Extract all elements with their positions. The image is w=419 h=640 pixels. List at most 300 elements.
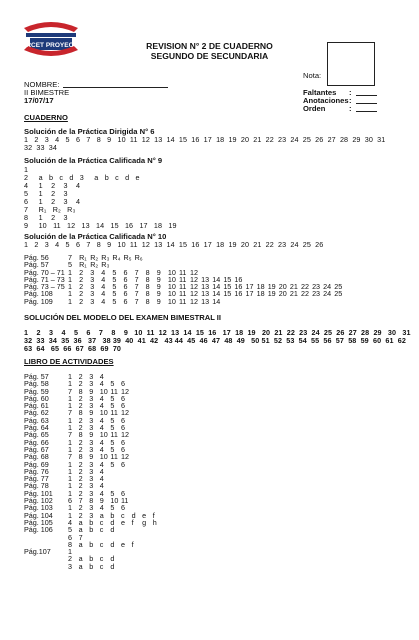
- row-item: 6: [123, 267, 128, 277]
- row-item: 17: [245, 282, 254, 292]
- page-subtitle: SEGUNDO DE SECUNDARIA: [150, 51, 269, 61]
- row-item: 6: [120, 488, 125, 498]
- row-item: 12: [190, 282, 199, 292]
- row-item: 6: [123, 296, 128, 306]
- row-item: 21: [289, 289, 298, 299]
- row-item: 4: [101, 282, 106, 292]
- orden-colon: :: [349, 104, 352, 113]
- row-item: a: [99, 510, 104, 520]
- row-item: 23: [312, 289, 321, 299]
- nota-label: Nota:: [303, 71, 322, 80]
- row-label: Pág. 103: [24, 503, 53, 513]
- row-item: R₄: [112, 253, 121, 262]
- row-item: 4: [101, 289, 106, 299]
- row-item: 9: [89, 386, 94, 396]
- row-item: 6: [123, 274, 128, 284]
- row-item: 4: [99, 401, 104, 411]
- row-item: R₁: [79, 253, 87, 262]
- p9-line: 2 a b c d 3 a b c d e: [24, 173, 140, 182]
- row-item: 12: [190, 267, 199, 277]
- row-label: Pág. 70 – 71: [24, 267, 65, 277]
- row-item: 6: [120, 423, 125, 433]
- row-item: d: [110, 554, 115, 564]
- row-item: 7: [68, 253, 72, 262]
- row-label: Pág. 63: [24, 415, 49, 425]
- faltantes-colon: :: [349, 88, 352, 97]
- row-item: 3: [89, 481, 94, 491]
- modelo-title: SOLUCIÓN DEL MODELO DEL EXAMEN BIMESTRAL II: [24, 313, 222, 322]
- row-item: 1: [68, 459, 72, 469]
- row-item: 1: [68, 423, 72, 433]
- row-item: 2: [78, 423, 83, 433]
- row-item: 2: [78, 510, 83, 520]
- row-item: 7: [134, 274, 139, 284]
- row-item: 5: [112, 267, 117, 277]
- row-item: 2: [78, 481, 83, 491]
- row-item: 14: [212, 296, 221, 306]
- row-item: 9: [156, 282, 161, 292]
- row-label: Pág. 106: [24, 525, 53, 535]
- row-item: 8: [145, 289, 150, 299]
- row-item: 24: [323, 289, 332, 299]
- row-item: 16: [234, 282, 243, 292]
- row-item: e: [142, 510, 147, 520]
- row-item: b: [89, 539, 94, 549]
- row-item: 6: [120, 503, 125, 513]
- row-item: 11: [178, 282, 187, 292]
- libro-heading: LIBRO DE ACTIVIDADES: [24, 357, 114, 366]
- row-item: 6: [120, 379, 125, 389]
- row-item: 2: [78, 437, 83, 447]
- row-label: Pág. 65: [24, 430, 49, 440]
- row-item: 1: [68, 393, 72, 403]
- row-item: 21: [289, 282, 298, 292]
- row-item: 2: [68, 554, 72, 564]
- row-item: 1: [68, 379, 72, 389]
- row-item: d: [110, 525, 115, 535]
- row-item: 6: [120, 459, 125, 469]
- row-item: 3: [90, 274, 95, 284]
- row-item: 2: [78, 459, 83, 469]
- row-item: 2: [79, 289, 84, 299]
- row-item: 5: [110, 393, 115, 403]
- row-item: 20: [278, 289, 287, 299]
- anotaciones-label: Anotaciones: [303, 96, 349, 105]
- bimestre-label: II BIMESTRE: [24, 88, 70, 97]
- row-item: 1: [68, 289, 72, 299]
- row-item: 7: [68, 452, 72, 462]
- row-item: 4: [99, 444, 104, 454]
- row-item: 6: [120, 401, 125, 411]
- row-item: a: [78, 554, 83, 564]
- row-item: 22: [300, 289, 309, 299]
- row-item: c: [99, 517, 104, 527]
- row-item: 8: [89, 496, 94, 506]
- row-item: b: [89, 561, 94, 571]
- row-item: 18: [256, 289, 265, 299]
- row-item: 3: [89, 423, 94, 433]
- row-item: 5: [110, 423, 115, 433]
- row-item: d: [110, 517, 115, 527]
- row-item: 6: [120, 444, 125, 454]
- row-item: 10: [110, 496, 119, 506]
- row-item: 9: [89, 430, 94, 440]
- row-label: Pág.107: [24, 547, 51, 557]
- table-row: [24, 254, 345, 261]
- row-item: 1: [68, 547, 72, 557]
- p9-title: Solución de la Práctica Calificada N° 9: [24, 156, 163, 165]
- row-item: 10: [99, 408, 108, 418]
- row-item: 7: [78, 496, 83, 506]
- faltantes-label: Faltantes: [303, 88, 337, 97]
- row-item: 5: [112, 274, 117, 284]
- row-item: a: [78, 525, 83, 535]
- row-item: 5: [112, 296, 117, 306]
- row-item: 2: [78, 372, 83, 381]
- row-label: Pág. 102: [24, 496, 53, 506]
- row-item: 6: [120, 393, 125, 403]
- row-item: 12: [190, 289, 199, 299]
- row-item: R₅: [123, 253, 132, 262]
- row-item: 6: [68, 496, 72, 506]
- row-label: Pág. 73 – 75: [24, 282, 65, 292]
- row-item: 2: [78, 379, 83, 389]
- row-label: Pág. 57: [24, 372, 49, 381]
- row-item: 6: [123, 289, 128, 299]
- row-item: c: [120, 510, 125, 520]
- row-item: 14: [212, 282, 221, 292]
- modelo-line-1: 1 2 3 4 5 6 7 8 9 10 11 12 13 14 15 16 17 18 19 20 21 22 23 24 25 26 27 28 29 30 31: [24, 328, 411, 337]
- row-item: 4: [99, 474, 104, 484]
- row-item: 1: [68, 510, 72, 520]
- anotaciones-field[interactable]: [356, 103, 377, 104]
- row-item: 1: [68, 282, 72, 292]
- row-item: 10: [167, 296, 176, 306]
- row-item: 11: [110, 430, 118, 440]
- row-item: 2: [79, 282, 84, 292]
- row-item: 9: [156, 274, 161, 284]
- row-item: 3: [89, 393, 94, 403]
- row-label: Pág. 77: [24, 474, 49, 484]
- row-item: 10: [99, 430, 108, 440]
- row-item: 4: [101, 296, 106, 306]
- row-item: R₃: [101, 260, 110, 270]
- row-item: 3: [89, 510, 94, 520]
- row-item: 19: [267, 289, 276, 299]
- row-item: 16: [234, 289, 243, 299]
- nota-box: [327, 42, 375, 86]
- row-item: 5: [110, 437, 115, 447]
- date-label: 17/07/17: [24, 96, 54, 105]
- row-item: 13: [201, 282, 210, 292]
- p9-line: 1: [24, 165, 29, 174]
- row-item: 5: [68, 525, 72, 535]
- row-item: f: [131, 539, 134, 549]
- row-item: 2: [79, 296, 84, 306]
- row-label: Pág. 101: [24, 488, 53, 498]
- row-item: d: [110, 561, 115, 571]
- row-label: Pág. 105: [24, 517, 53, 527]
- row-item: 9: [89, 452, 94, 462]
- row-item: 11: [178, 289, 187, 299]
- row-item: 3: [90, 282, 95, 292]
- nombre-label: NOMBRE:: [24, 80, 60, 89]
- row-label: Pág. 67: [24, 444, 49, 454]
- row-item: e: [120, 539, 125, 549]
- row-item: 3: [89, 444, 94, 454]
- row-item: 17: [245, 289, 254, 299]
- faltantes-field[interactable]: [356, 95, 377, 96]
- row-item: 1: [68, 488, 72, 498]
- row-item: 7: [78, 532, 83, 542]
- row-label: Pág. 71 – 73: [24, 274, 65, 284]
- row-label: Pág. 108: [24, 289, 53, 299]
- row-item: 4: [99, 503, 104, 513]
- pag-table: [24, 254, 345, 305]
- row-item: 6: [68, 532, 72, 542]
- row-label: Pág. 69: [24, 459, 49, 469]
- row-label: Pág. 64: [24, 423, 49, 433]
- row-item: a: [78, 561, 83, 571]
- row-item: 15: [223, 289, 232, 299]
- row-item: 3: [89, 372, 94, 381]
- row-label: Pág. 66: [24, 437, 49, 447]
- row-item: 10: [167, 289, 176, 299]
- row-item: 7: [68, 386, 72, 396]
- row-item: 4: [99, 393, 104, 403]
- row-item: 3: [90, 296, 95, 306]
- row-item: 7: [134, 296, 139, 306]
- row-label: Pág. 59: [24, 386, 49, 396]
- row-item: 4: [101, 267, 106, 277]
- row-item: 3: [68, 561, 72, 571]
- row-label: Pág. 78: [24, 481, 49, 491]
- row-item: 19: [267, 282, 276, 292]
- row-item: 1: [68, 267, 72, 277]
- row-item: 3: [89, 474, 94, 484]
- row-item: 2: [78, 444, 83, 454]
- row-item: 3: [90, 289, 95, 299]
- row-item: 5: [110, 379, 115, 389]
- row-item: 13: [201, 289, 210, 299]
- row-item: 3: [89, 415, 94, 425]
- row-item: 10: [99, 386, 108, 396]
- row-item: 1: [68, 401, 72, 411]
- p6-title: Solución de la Práctica Dirigida N° 6: [24, 127, 155, 136]
- row-label: Pág. 104: [24, 510, 53, 520]
- row-item: b: [89, 554, 94, 564]
- row-item: 1: [68, 437, 72, 447]
- row-item: 4: [99, 481, 104, 491]
- row-item: 1: [68, 481, 72, 491]
- anotaciones-colon: :: [349, 96, 352, 105]
- table-row: [24, 534, 163, 541]
- row-item: 18: [256, 282, 265, 292]
- modelo-line-2: 32 33 34 35 36 37 38 39 40 41 42 43 44 45 46 47 48 49 50 51 52 53 54 55 56 57 58 59 60 61 62: [24, 336, 406, 345]
- row-item: f: [152, 510, 155, 520]
- row-item: R₃: [101, 253, 110, 262]
- p9-line: 8 1 2 3: [24, 213, 68, 222]
- row-item: 11: [110, 386, 118, 396]
- row-item: a: [78, 539, 83, 549]
- row-label: Pág. 62: [24, 408, 49, 418]
- row-item: 9: [89, 408, 94, 418]
- row-item: a: [78, 517, 83, 527]
- p10-line-1: 1 2 3 4 5 6 7 8 9 10 11 12 13 14 15 16 17 18 19 20 21 22 23 24 25 26: [24, 240, 324, 249]
- p9-line: 7 R₁ R₂ R₃: [24, 205, 76, 214]
- row-item: 12: [190, 274, 199, 284]
- row-item: 16: [234, 274, 243, 284]
- row-item: 25: [334, 282, 343, 292]
- row-item: 1: [68, 274, 72, 284]
- p6-line-1: 1 2 3 4 5 6 7 8 9 10 11 12 13 14 15 16 17 18 19 20 21 22 23 24 25 26 27 28 29 30 31: [24, 135, 386, 144]
- row-item: 22: [300, 282, 309, 292]
- row-item: c: [99, 561, 104, 571]
- row-item: 9: [99, 496, 104, 506]
- row-item: 5: [110, 459, 115, 469]
- row-label: Pág. 57: [24, 260, 49, 270]
- row-item: 13: [201, 296, 210, 306]
- row-item: 2: [78, 474, 83, 484]
- p9-line: 6 1 2 3 4: [24, 197, 81, 206]
- row-item: 4: [99, 466, 104, 476]
- row-item: 24: [323, 282, 332, 292]
- p9-line: 4 1 2 3 4: [24, 181, 81, 190]
- row-item: g: [142, 517, 147, 527]
- row-item: 10: [167, 267, 176, 277]
- row-item: 8: [145, 274, 150, 284]
- row-item: R₂: [90, 253, 99, 262]
- table-row: [24, 555, 163, 562]
- row-item: 5: [110, 503, 115, 513]
- row-item: 4: [99, 437, 104, 447]
- row-item: 11: [110, 452, 118, 462]
- nombre-field[interactable]: [63, 87, 168, 88]
- row-label: Pág. 60: [24, 393, 49, 403]
- row-item: 3: [89, 488, 94, 498]
- row-item: 14: [212, 274, 221, 284]
- row-item: e: [120, 517, 125, 527]
- row-item: 7: [134, 282, 139, 292]
- row-item: 1: [68, 415, 72, 425]
- row-item: 2: [78, 415, 83, 425]
- table-row: [24, 298, 345, 305]
- row-item: f: [131, 517, 134, 527]
- row-item: 4: [99, 379, 104, 389]
- row-item: 6: [123, 282, 128, 292]
- row-item: 7: [68, 408, 72, 418]
- row-item: 10: [167, 274, 176, 284]
- cuaderno-heading: CUADERNO: [24, 113, 68, 122]
- modelo-line-3: 63 64 65 66 67 68 69 70: [24, 344, 122, 353]
- row-item: b: [89, 517, 94, 527]
- logo-text: CIRCET PROYECTO: [19, 42, 83, 49]
- row-item: 6: [120, 415, 125, 425]
- row-item: 4: [101, 274, 106, 284]
- row-item: 13: [201, 274, 210, 284]
- row-item: 9: [156, 267, 161, 277]
- row-item: 5: [110, 444, 115, 454]
- row-label: Pág. 61: [24, 401, 49, 411]
- table-row: [24, 563, 163, 570]
- row-item: R₆: [134, 253, 143, 262]
- row-item: 15: [223, 274, 232, 284]
- row-item: 5: [110, 415, 115, 425]
- row-item: 6: [120, 437, 125, 447]
- row-item: 3: [90, 267, 95, 277]
- row-item: 8: [78, 386, 83, 396]
- row-label: Pág. 109: [24, 296, 53, 306]
- row-item: 4: [99, 415, 104, 425]
- row-item: d: [131, 510, 136, 520]
- row-item: 8: [78, 452, 83, 462]
- row-item: 12: [120, 452, 129, 462]
- row-item: 4: [99, 488, 104, 498]
- orden-field[interactable]: [356, 111, 377, 112]
- row-item: 3: [89, 459, 94, 469]
- row-item: 8: [145, 296, 150, 306]
- row-item: 8: [145, 282, 150, 292]
- row-item: 8: [78, 430, 83, 440]
- row-item: 15: [223, 282, 232, 292]
- p6-line-2: 32 33 34: [24, 143, 57, 152]
- row-item: 2: [78, 503, 83, 513]
- row-item: 8: [78, 408, 83, 418]
- row-item: 5: [110, 488, 115, 498]
- row-item: 12: [190, 296, 199, 306]
- row-item: 5: [68, 260, 72, 270]
- row-item: 4: [68, 517, 72, 527]
- p9-line: 9 10 11 12 13 14 15 16 17 18 19: [24, 221, 177, 230]
- row-item: c: [99, 525, 104, 535]
- table-row: [24, 526, 163, 533]
- row-item: 1: [68, 503, 72, 513]
- p9-line: 5 1 2 3: [24, 189, 68, 198]
- row-item: 1: [68, 296, 72, 306]
- row-item: 12: [120, 430, 129, 440]
- row-item: 23: [312, 282, 321, 292]
- table-row: [24, 548, 163, 555]
- row-item: 1: [68, 474, 72, 484]
- row-item: 7: [68, 430, 72, 440]
- row-item: c: [99, 554, 104, 564]
- row-item: 9: [156, 289, 161, 299]
- row-item: 2: [78, 401, 83, 411]
- row-item: 5: [110, 401, 115, 411]
- row-item: c: [99, 539, 104, 549]
- row-item: 4: [99, 372, 104, 381]
- row-label: Pág. 68: [24, 452, 49, 462]
- row-label: Pág. 56: [24, 253, 49, 262]
- row-item: 7: [134, 289, 139, 299]
- row-item: 8: [145, 267, 150, 277]
- row-item: 2: [79, 267, 84, 277]
- row-item: 8: [68, 539, 72, 549]
- row-item: 2: [78, 466, 83, 476]
- row-item: 5: [112, 282, 117, 292]
- row-item: d: [110, 539, 115, 549]
- row-item: 2: [78, 393, 83, 403]
- row-item: 11: [178, 296, 187, 306]
- row-item: 4: [99, 423, 104, 433]
- row-label: Pág. 76: [24, 466, 49, 476]
- row-item: 2: [78, 488, 83, 498]
- row-item: 20: [278, 282, 287, 292]
- row-label: Pág. 58: [24, 379, 49, 389]
- row-item: 3: [89, 401, 94, 411]
- row-item: 1: [68, 466, 72, 476]
- row-item: 11: [120, 496, 129, 506]
